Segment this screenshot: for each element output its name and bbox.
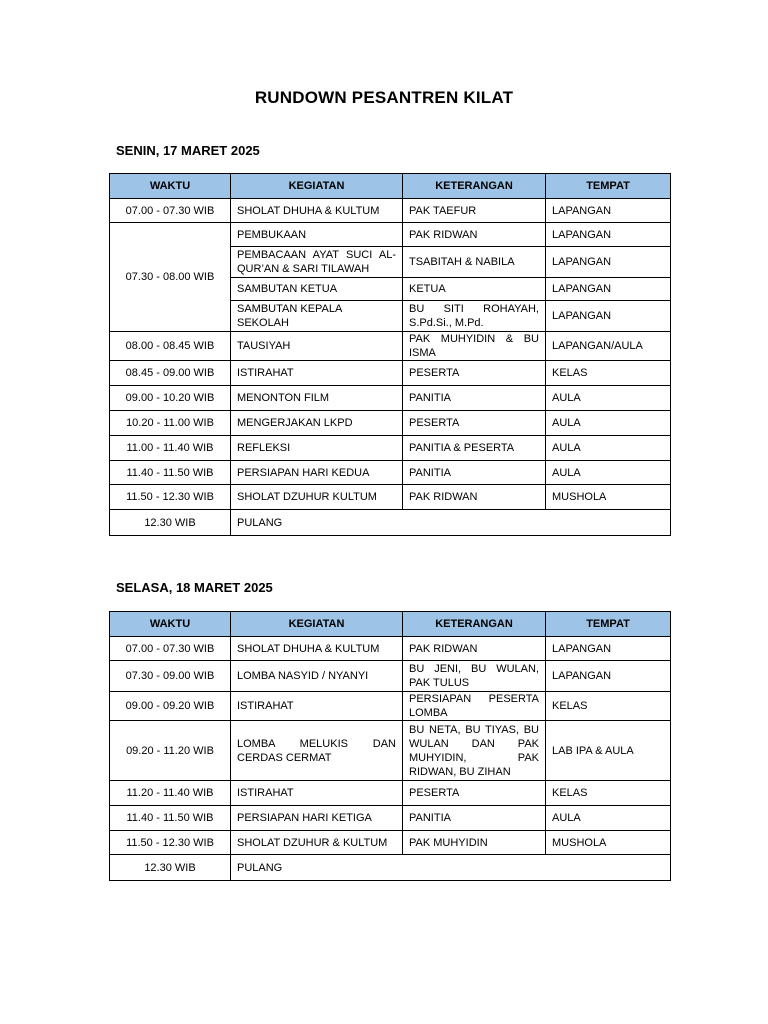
cell-kegiatan: SHOLAT DHUHA & KULTUM (231, 199, 403, 223)
cell-tempat: MUSHOLA (546, 485, 671, 510)
table-row (110, 199, 671, 223)
cell-tempat: LAPANGAN/AULA (546, 332, 671, 361)
table-row (110, 781, 671, 806)
header-waktu: WAKTU (110, 612, 231, 637)
table-row (110, 411, 671, 436)
cell-kegiatan: LOMBA MELUKIS DAN CERDAS CERMAT (231, 721, 403, 781)
cell-tempat: LAPANGAN (546, 247, 671, 278)
table-row (110, 386, 671, 411)
header-keterangan: KETERANGAN (403, 174, 546, 199)
cell-tempat: KELAS (546, 692, 671, 721)
cell-kegiatan: PULANG (231, 855, 671, 881)
table-row (110, 361, 671, 386)
cell-kegiatan: MENONTON FILM (231, 386, 403, 411)
table-row (110, 485, 671, 510)
cell-waktu: 10.20 - 11.00 WIB (110, 411, 231, 436)
cell-keterangan: BU SITI ROHAYAH, S.Pd.Si., M.Pd. (403, 301, 546, 332)
cell-keterangan: PAK RIDWAN (403, 223, 546, 247)
header-tempat: TEMPAT (546, 612, 671, 637)
cell-keterangan: PESERTA (403, 411, 546, 436)
day1-label: SENIN, 17 MARET 2025 (116, 143, 260, 158)
cell-waktu: 11.50 - 12.30 WIB (110, 831, 231, 855)
cell-keterangan: KETUA (403, 278, 546, 301)
cell-keterangan: PERSIAPAN PESERTA LOMBA (403, 692, 546, 721)
cell-waktu: 09.00 - 09.20 WIB (110, 692, 231, 721)
cell-kegiatan: ISTIRAHAT (231, 692, 403, 721)
header-kegiatan: KEGIATAN (231, 174, 403, 199)
cell-tempat: MUSHOLA (546, 831, 671, 855)
table-header-row (110, 612, 671, 637)
cell-keterangan: PAK RIDWAN (403, 485, 546, 510)
cell-waktu: 07.00 - 07.30 WIB (110, 637, 231, 661)
cell-keterangan: PANITIA (403, 461, 546, 485)
cell-keterangan: PANITIA (403, 806, 546, 831)
cell-kegiatan: TAUSIYAH (231, 332, 403, 361)
cell-kegiatan: SHOLAT DZUHUR & KULTUM (231, 831, 403, 855)
cell-tempat: LAPANGAN (546, 301, 671, 332)
table-row (110, 692, 671, 721)
cell-tempat: AULA (546, 436, 671, 461)
cell-tempat: LAPANGAN (546, 223, 671, 247)
cell-kegiatan: SAMBUTAN KETUA (231, 278, 403, 301)
cell-keterangan: BU JENI, BU WULAN, PAK TULUS (403, 661, 546, 692)
day2-label: SELASA, 18 MARET 2025 (116, 580, 273, 595)
day1-schedule-table (109, 173, 671, 536)
cell-waktu: 08.00 - 08.45 WIB (110, 332, 231, 361)
cell-keterangan: PAK MUHYIDIN & BU ISMA (403, 332, 546, 361)
cell-keterangan: BU NETA, BU TIYAS, BU WULAN DAN PAK MUHYIDIN, PAK RIDWAN, BU ZIHAN (403, 721, 546, 781)
table-row (110, 510, 671, 536)
table-header-row (110, 174, 671, 199)
cell-waktu: 11.20 - 11.40 WIB (110, 781, 231, 806)
cell-kegiatan: PERSIAPAN HARI KEDUA (231, 461, 403, 485)
cell-tempat: LAPANGAN (546, 661, 671, 692)
cell-kegiatan: SHOLAT DHUHA & KULTUM (231, 637, 403, 661)
cell-tempat: LAB IPA & AULA (546, 721, 671, 781)
header-keterangan: KETERANGAN (403, 612, 546, 637)
cell-waktu: 07.00 - 07.30 WIB (110, 199, 231, 223)
table-row (110, 332, 671, 361)
cell-kegiatan: SHOLAT DZUHUR KULTUM (231, 485, 403, 510)
header-tempat: TEMPAT (546, 174, 671, 199)
cell-keterangan: PANITIA & PESERTA (403, 436, 546, 461)
cell-keterangan: PAK RIDWAN (403, 637, 546, 661)
day2-schedule-table (109, 611, 671, 881)
table-row (110, 436, 671, 461)
cell-tempat: AULA (546, 806, 671, 831)
cell-tempat: KELAS (546, 361, 671, 386)
cell-tempat: KELAS (546, 781, 671, 806)
cell-keterangan: PAK MUHYIDIN (403, 831, 546, 855)
cell-tempat: AULA (546, 411, 671, 436)
table-row (110, 855, 671, 881)
cell-kegiatan: PEMBUKAAN (231, 223, 403, 247)
cell-kegiatan: PERSIAPAN HARI KETIGA (231, 806, 403, 831)
cell-kegiatan: PULANG (231, 510, 671, 536)
cell-kegiatan: MENGERJAKAN LKPD (231, 411, 403, 436)
cell-waktu: 09.20 - 11.20 WIB (110, 721, 231, 781)
cell-tempat: LAPANGAN (546, 637, 671, 661)
page-title: RUNDOWN PESANTREN KILAT (254, 88, 514, 107)
cell-kegiatan: ISTIRAHAT (231, 361, 403, 386)
cell-waktu: 11.50 - 12.30 WIB (110, 485, 231, 510)
table-row (110, 661, 671, 692)
cell-waktu: 12.30 WIB (110, 855, 231, 881)
cell-keterangan: PESERTA (403, 361, 546, 386)
cell-tempat: LAPANGAN (546, 278, 671, 301)
cell-kegiatan: REFLEKSI (231, 436, 403, 461)
table-row (110, 223, 671, 247)
cell-tempat: AULA (546, 461, 671, 485)
table-row (110, 721, 671, 781)
cell-waktu: 09.00 - 10.20 WIB (110, 386, 231, 411)
cell-waktu: 12.30 WIB (110, 510, 231, 536)
cell-keterangan: PAK TAEFUR (403, 199, 546, 223)
cell-waktu: 11.00 - 11.40 WIB (110, 436, 231, 461)
cell-keterangan: TSABITAH & NABILA (403, 247, 546, 278)
cell-waktu: 11.40 - 11.50 WIB (110, 461, 231, 485)
cell-kegiatan: ISTIRAHAT (231, 781, 403, 806)
cell-waktu: 07.30 - 09.00 WIB (110, 661, 231, 692)
cell-keterangan: PANITIA (403, 386, 546, 411)
table-row (110, 637, 671, 661)
cell-waktu: 11.40 - 11.50 WIB (110, 806, 231, 831)
cell-kegiatan: LOMBA NASYID / NYANYI (231, 661, 403, 692)
table-row (110, 461, 671, 485)
header-waktu: WAKTU (110, 174, 231, 199)
table-row (110, 831, 671, 855)
table-row (110, 806, 671, 831)
cell-waktu: 08.45 - 09.00 WIB (110, 361, 231, 386)
cell-tempat: AULA (546, 386, 671, 411)
cell-waktu: 07.30 - 08.00 WIB (110, 223, 231, 332)
cell-kegiatan: PEMBACAAN AYAT SUCI AL-QUR’AN & SARI TILAWAH (231, 247, 403, 278)
cell-tempat: LAPANGAN (546, 199, 671, 223)
header-kegiatan: KEGIATAN (231, 612, 403, 637)
cell-keterangan: PESERTA (403, 781, 546, 806)
cell-kegiatan: SAMBUTAN KEPALA SEKOLAH (231, 301, 403, 332)
